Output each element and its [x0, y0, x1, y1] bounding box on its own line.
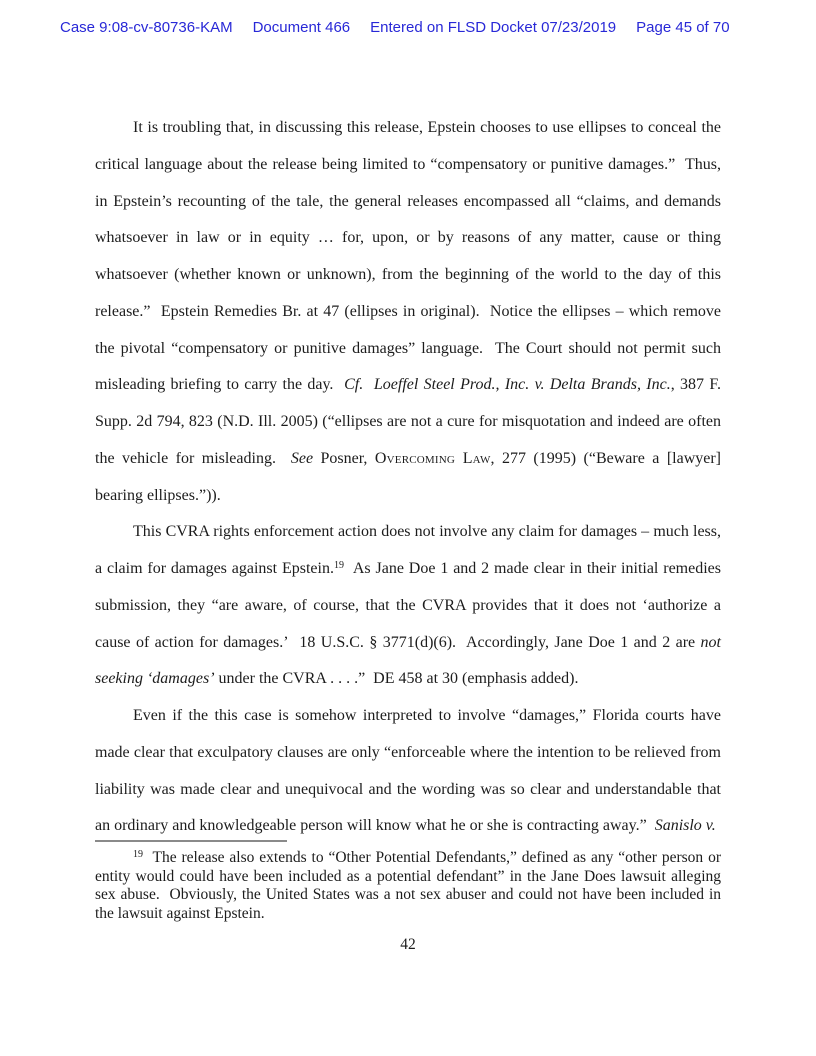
footnote-section — [95, 840, 721, 924]
paragraph-exculpatory: Even if the this case is somehow interpreted to involve “damages,” Florida courts have made clear that exculpatory clauses are only “enforceable where the intention to be relieved from liability was made clear and unequivocal and the wording was so clear and understandable that an ordinary and knowledgeable person will know what he or she is contracting away.” Sanislo v. — [95, 707, 721, 835]
paragraph-ellipses: It is troubling that, in discussing this release, Epstein chooses to use ellipses to conceal the critical language about the release being limited to “compensatory or punitive damages.” Thus, in Epstein’s recounting of the tale, the general releases encompassed all “claims, and demands whatsoever in law or in equity … for, upon, or by reasons of any matter, cause or thing whatsoever (whether known or unknown), from the beginning of the world to the day of this release.” Epstein Remedies Br. at 47 (ellipses in original). Notice the ellipses – which remove the pivotal “compensatory or punitive damages” language. The Court should not permit such misleading briefing to carry the day. Cf. Loeffel Steel Prod., Inc. v. Delta Brands, Inc., 387 F. Supp. 2d 794, 823 (N.D. Ill. 2005) (“ellipses are not a cure for misquotation and indeed are often the vehicle for misleading. See Posner, Overcoming Law, 277 (1995) (“Beware a [lawyer] bearing ellipses.”)). — [95, 119, 722, 504]
footnote-separator — [95, 840, 287, 842]
docket-header-document: Document 466 — [252, 19, 351, 36]
footnote-19: $^{19}$ The release also extends to “Other Potential Defendants,” defined as any “other person or entity would could have been included as a potential defendant” in the Jane Does lawsuit alleging sex abuse. Obviously, the United States was a not sex abuser and could not have been included in the lawsuit against Epstein. — [95, 848, 721, 923]
document-body — [95, 110, 721, 845]
paragraph-cvra-damages: This CVRA rights enforcement action does not involve any claim for damages – much less, a claim for damages against Epstein.$^{19}$ As Jane Doe 1 and 2 made clear in their initial remedies submission, they “are aware, of course, that the CVRA provides that it does not ‘authorize a cause of action for damages.’ 18 U.S.C. § 3771(d)(6). Accordingly, Jane Doe 1 and 2 are not seeking ‘damages’ under the CVRA . . . .” DE 458 at 30 (emphasis added). — [95, 523, 721, 688]
page-number: 42 — [400, 936, 416, 953]
docket-header-page: Page 45 of 70 — [636, 19, 730, 36]
docket-header-case: Case 9:08-cv-80736-KAM — [60, 19, 233, 36]
docket-header-entered: Entered on FLSD Docket 07/23/2019 — [370, 19, 617, 36]
docket-header — [60, 19, 766, 36]
